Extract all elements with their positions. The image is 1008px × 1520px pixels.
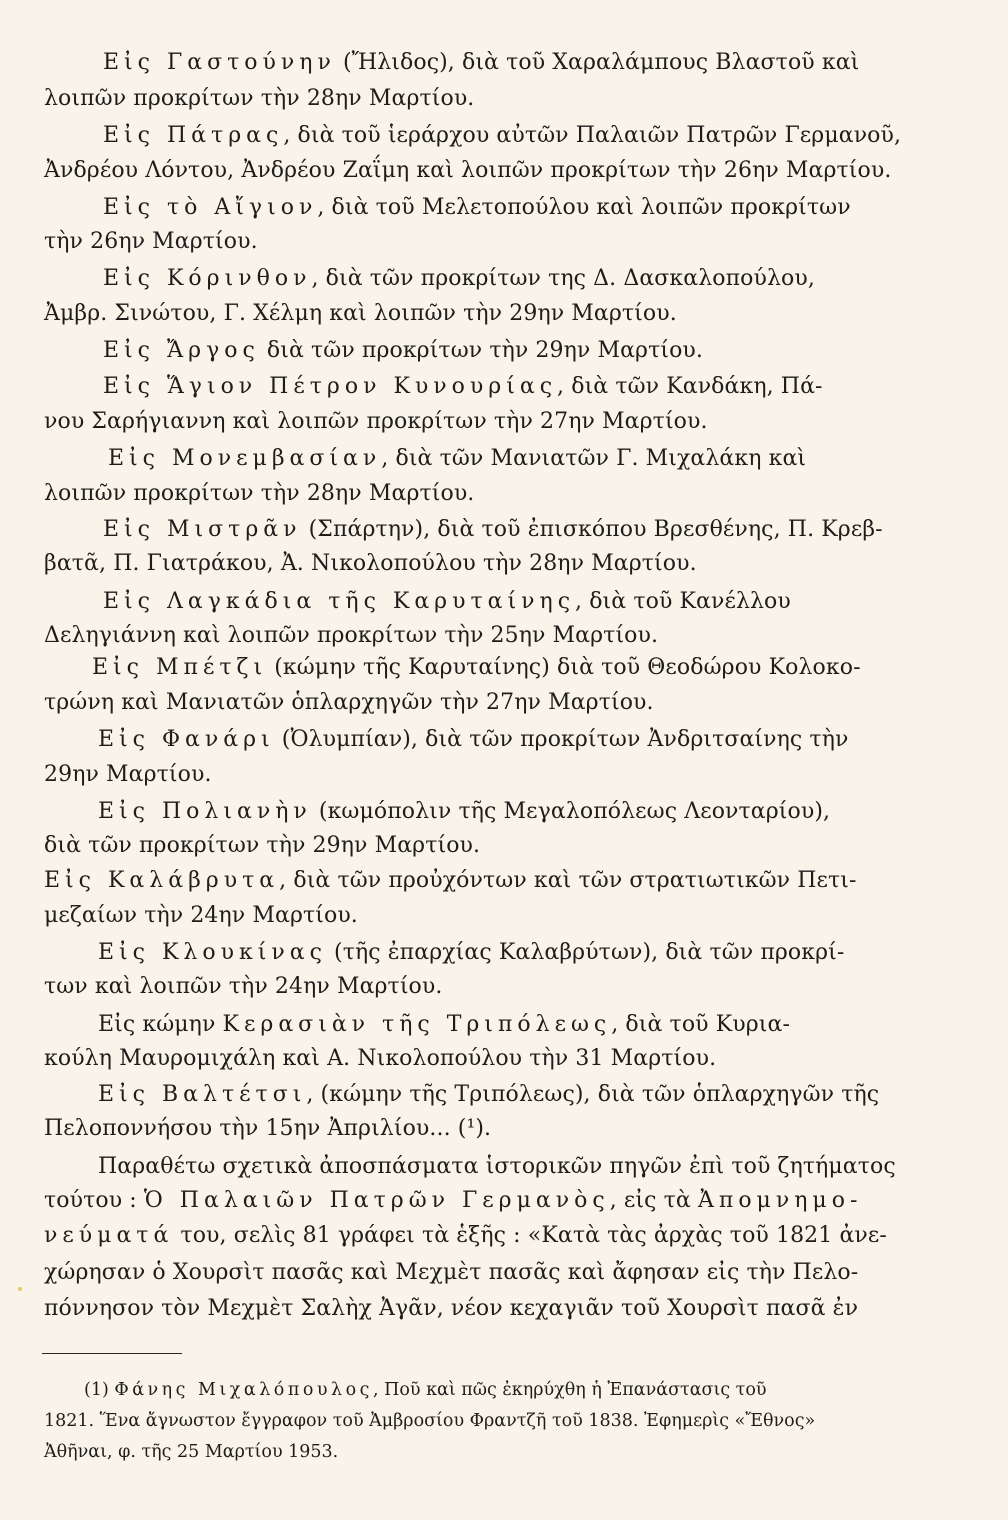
entry-line [44, 831, 480, 861]
entry-text: , διὰ τοῦ Κανέλλου [575, 589, 791, 614]
entry-text: (Ἤλιδος), διὰ τοῦ Χαραλάμπους Βλαστοῦ καὶ [335, 50, 860, 75]
spaced-title: Ἀπομνημο- [697, 1188, 863, 1213]
place-name: Εἰς Μπέτζι [92, 655, 268, 680]
paragraph-line [98, 1152, 896, 1182]
entry-text: κούλη Μαυρομιχάλη καὶ Α. Νικολοπούλου τὴν 31 Μαρτίου. [44, 1046, 717, 1071]
entry-text: 29ην Μαρτίου. [44, 762, 212, 787]
entry-text: (κώμην τῆς Καρυταίνης) διὰ τοῦ Θεοδώρου Κολοκο- [267, 655, 861, 680]
entry-text: λοιπῶν προκρίτων τὴν 28ην Μαρτίου. [44, 481, 475, 506]
place-name: Εἰς Μιστρᾶν [103, 517, 302, 542]
footnote-text: , Ποῦ καὶ πῶς ἐκηρύχθη ἡ Ἐπανάστασις τοῦ [372, 1380, 767, 1400]
entry-line [44, 407, 708, 437]
entry-text: διὰ τῶν προκρίτων τὴν 29ην Μαρτίου. [259, 338, 703, 363]
entry-line [44, 299, 677, 329]
entry-line [92, 653, 861, 683]
entry-line [44, 549, 697, 579]
entry-text: λοιπῶν προκρίτων τὴν 28ην Μαρτίου. [44, 86, 475, 111]
entry-line [44, 760, 212, 790]
entry-text: , διὰ τοῦ Κυρια- [611, 1012, 790, 1037]
entry-line [44, 227, 258, 257]
footnote-author: Φάνης Μιχαλόπουλος [114, 1380, 373, 1400]
entry-text: τρώνη καὶ Μανιατῶν ὁπλαρχηγῶν τὴν 27ην Μαρτίου. [44, 690, 654, 715]
footnote-line [44, 1440, 338, 1464]
place-name: Εἰς Γαστούνην [103, 50, 336, 75]
place-name: Εἰς Βαλτέτσι [98, 1082, 307, 1107]
entry-text: , διὰ τῶν Μανιατῶν Γ. Μιχαλάκη καὶ [381, 446, 807, 471]
entry-line [44, 156, 891, 186]
entry-line [44, 1114, 491, 1144]
paragraph-text: χώρησαν ὁ Χουρσὶτ πασᾶς καὶ Μεχμὲτ πασᾶς καὶ ἄφησαν εἰς τὴν Πελο- [44, 1260, 859, 1285]
entry-text: διὰ τῶν προκρίτων τὴν 29ην Μαρτίου. [44, 833, 481, 858]
entry-line [103, 193, 851, 223]
entry-line [103, 372, 823, 402]
entry-line [103, 336, 703, 366]
entry-text: (Ὀλυμπίαν), διὰ τῶν προκρίτων Ἀνδριτσαίνης τὴν [274, 727, 849, 752]
paragraph-line [44, 1186, 862, 1216]
entry-text: νου Σαρήγιαννη καὶ λοιπῶν προκρίτων τὴν 27ην Μαρτίου. [44, 409, 708, 434]
entry-text: Δεληγιάννη καὶ λοιπῶν προκρίτων τὴν 25ην Μαρτίου. [44, 623, 659, 648]
place-name: Εἰς Κόρινθον [103, 266, 312, 291]
footnote-rule [42, 1353, 182, 1354]
place-name: Εἰς Ἄργος [103, 338, 260, 363]
entry-line [44, 84, 474, 114]
paragraph-text: Παραθέτω σχετικὰ ἀποσπάσματα ἱστορικῶν πηγῶν ἐπὶ τοῦ ζητήματος [98, 1154, 896, 1179]
paragraph-text: , εἰς τὰ [609, 1188, 698, 1213]
entry-line [44, 621, 658, 651]
entry-text: , (κώμην τῆς Τριπόλεως), διὰ τῶν ὁπλαρχηγῶν τῆς [306, 1082, 880, 1107]
entry-text: (τῆς ἐπαρχίας Καλαβρύτων), διὰ τῶν προκρί- [326, 940, 845, 965]
entry-line [103, 515, 883, 545]
entry-line [98, 938, 844, 968]
entry-text: Πελοποννήσου τὴν 15ην Ἀπριλίου... (¹). [44, 1116, 492, 1141]
entry-text: Ἀνδρέου Λόντου, Ἀνδρέου Ζαΐμη καὶ λοιπῶν προκρίτων τὴν 26ην Μαρτίου. [44, 158, 892, 183]
place-name: Εἰς Ἅγιον Πέτρον Κυνουρίας [103, 374, 558, 399]
place-name: Εἰς Πάτρας [103, 123, 284, 148]
entry-line [98, 1080, 879, 1110]
entry-line [98, 725, 848, 755]
entry-text: των καὶ λοιπῶν τὴν 24ην Μαρτίου. [44, 974, 443, 999]
place-name: Εἰς Πολιανὴν [98, 799, 312, 824]
entry-text: , διὰ τῶν προκρίτων της Δ. Δασκαλοπούλου, [311, 266, 815, 291]
place-name: Εἰς τὸ Αἴγιον [103, 195, 318, 220]
entry-line [108, 444, 806, 474]
entry-text: , διὰ τῶν Κανδάκη, Πά- [557, 374, 823, 399]
footnote-marker: (1) [84, 1380, 115, 1400]
entry-text: βατᾶ, Π. Γιατράκου, Ἀ. Νικολοπούλου τὴν 28ην Μαρτίου. [44, 551, 697, 576]
entry-text: τὴν 26ην Μαρτίου. [44, 229, 258, 254]
entry-text: μεζαίων τὴν 24ην Μαρτίου. [44, 903, 358, 928]
paragraph-line [44, 1294, 858, 1324]
entry-line [98, 797, 830, 827]
entry-line [98, 1010, 790, 1040]
entry-text: (Σπάρτην), διὰ τοῦ ἐπισκόπου Βρεσθένης, Π. Κρεβ- [301, 517, 883, 542]
footnote-text: 1821. Ἕνα ἄγνωστον ἔγγραφον τοῦ Ἀμβροσίου Φραντζῆ τοῦ 1838. Ἐφημερὶς «Ἔθνος» [44, 1411, 816, 1431]
paragraph-text: τούτου : [44, 1188, 144, 1213]
entry-line [44, 1044, 716, 1074]
place-name: Εἰς Φανάρι [98, 727, 275, 752]
entry-text: , διὰ τῶν προὐχόντων καὶ τῶν στρατιωτικῶν Πετι- [279, 868, 857, 893]
entry-line [103, 121, 901, 151]
place-name: Εἰς Λαγκάδια τῆς Καρυταίνης [103, 589, 576, 614]
spaced-name: Ὁ Παλαιῶν Πατρῶν Γερμανὸς [143, 1188, 610, 1213]
place-name: Εἰς Καλάβρυτα [44, 868, 280, 893]
entry-line [44, 479, 474, 509]
entry-text: Ἀμβρ. Σινώτου, Γ. Χέλμη καὶ λοιπῶν τὴν 29ην Μαρτίου. [44, 301, 677, 326]
place-name: Εἰς Μονεμβασίαν [108, 446, 382, 471]
footnote-line [44, 1409, 815, 1433]
entry-line [103, 587, 791, 617]
entry-line [44, 972, 442, 1002]
spaced-title: νεύματά [44, 1223, 174, 1248]
entry-text: , διὰ τοῦ ἱεράρχου αὐτῶν Παλαιῶν Πατρῶν Γερμανοῦ, [283, 123, 902, 148]
entry-text: (κωμόπολιν τῆς Μεγαλοπόλεως Λεονταρίου), [311, 799, 831, 824]
entry-text: , διὰ τοῦ Μελετοπούλου καὶ λοιπῶν προκρίτων [317, 195, 851, 220]
entry-line [44, 866, 857, 896]
footnote-line [84, 1378, 767, 1402]
entry-line [44, 901, 358, 931]
paragraph-text: πόννησον τὸν Μεχμὲτ Σαλὴχ Ἀγᾶν, νέον κεχαγιᾶν τοῦ Χουρσὶτ πασᾶ ἐν [44, 1296, 859, 1321]
place-name: Εἰς Κλουκίνας [98, 940, 327, 965]
entry-line [44, 688, 654, 718]
paper-speck [18, 1287, 22, 1291]
entry-prefix: Εἰς κώμην [98, 1012, 223, 1037]
paragraph-line [44, 1258, 858, 1288]
paragraph-line [44, 1221, 887, 1251]
place-name: Κερασιὰν τῆς Τριπόλεως [222, 1012, 612, 1037]
paragraph-text: του, σελὶς 81 γράφει τὰ ἑξῆς : «Κατὰ τὰς ἀρχὰς τοῦ 1821 ἀνε- [173, 1223, 887, 1248]
footnote-text: Ἀθῆναι, φ. τῆς 25 Μαρτίου 1953. [44, 1442, 339, 1462]
entry-line [103, 48, 859, 78]
entry-line [103, 264, 815, 294]
